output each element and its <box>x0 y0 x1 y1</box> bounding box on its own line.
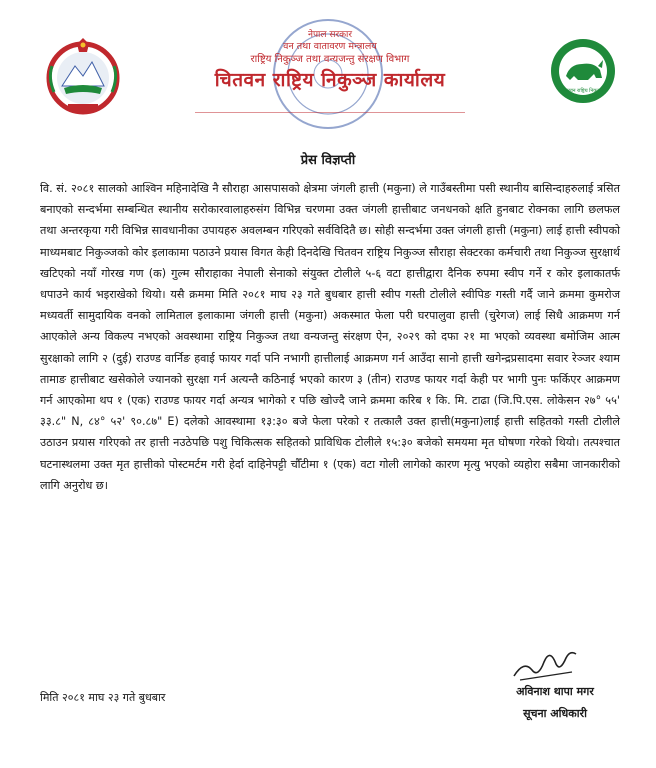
press-release-body: वि. सं. २०८१ सालको आश्विन महिनादेखि नै सौराहा आसपासको क्षेत्रमा जंगली हात्ती (मकुना) ले गाउँबस्तीमा पसी स्थानीय बासिन्दाहरुलाई त्रसित बनाएको सन्दर्भमा सम्बन्धित स्थानीय सरोकारवालाहरुसंग विभिन्न चरणमा उक्त जंगली हात्तीबाट जनधनको क्षति हुनबाट रोक्नका लागि छलफल तथा अन्तरकृया गरी विभिन्न सावधानीका उपायहरु अवलम्बन गरिएको सर्वविदितै छ। सोही सन्दर्भमा उक्त जंगली हात्ती (मकुना) लाई हात्ती स्वीपको माध्यमबाट निकुञ्जको कोर इलाकामा पठाउने प्रयास विगत केही दिनदेखि चितवन राष्ट्रिय निकुञ्ज सौराहा सेक्टरका कर्मचारी तथा निकुञ्ज सुरक्षार्थ खटिएको नयाँ गोरख गण (क) गुल्म सौराहाका नेपाली सेनाको संयुक्त टोलीले ५-६ वटा हात्तीद्वारा दैनिक रुपमा स्वीप गर्ने र कोर इलाकातर्फ धपाउने कार्य भइराखेको थियो। यसै क्रममा मिति २०८१ माघ २३ गते बुधबार हात्ती स्वीप गस्ती टोलीले स्वीपिङ गस्ती गर्दै जाने क्रममा कुमरोज मध्यवर्ती सामुदायिक वनको लामिताल इलाकामा जंगली हात्ती (मकुना) अकस्मात फेला परी घरपालुवा हात्ती (चुरेगज) लाई सिधै आक्रमण गर्न आएकोले अन्य विकल्प नभएको अवस्थामा राष्ट्रिय निकुञ्ज तथा वन्यजन्तु संरक्षण ऐन, २०२९ को दफा २१ मा भएको व्यवस्था बमोजिम आत्म सुरक्षाको लागि २ (दुई) राउण्ड वार्निङ हवाई फायर गर्दा पनि नभागी हात्तीलाई आक्रमण गर्न आउँदा सानो हात्ती खगेन्द्रप्रसादमा सवार रेञ्जर श्याम तामाङ हात्तीबाट खसेकोले ज्यानको सुरक्षा गर्न अत्यन्तै कठिनाई भएको कारण ३ (तीन) राउण्ड फायर गर्दा केही पर भागी पुनः फर्किएर आक्रमण गर्न आएकोमा थप १ (एक) राउण्ड फायर गर्दा अन्यत्र भागेको र पछि खोज्दै जाने क्रममा करिब १ कि. मि. टाढा (जि.पि.एस. लोकेसन २७° ५५' ३३.८" N, ८४° ५२' ९०.८७" E) दलेको आवस्थामा १३:३० बजे फेला परेको र तत्कालै उक्त हात्ती(मकुना)लाई हात्ती सहितको गस्ती टोलीले उठाउन प्रयास गरिएको तर हात्ती नउठेपछि पशु चिकित्सक सहितको प्राविधिक टोलीले १५:३० बजेको समयमा मृत घोषणा गरेको थियो। तत्पश्चात घटनास्थलमा उक्त मृत हात्तीको पोस्टमर्टम गरी हेर्दा दाहिनेपट्टी चौँटीमा १ (एक) वटा गोली लागेको कारण मृत्यु भएको व्यहोरा सबैमा जानकारीको लागि अनुरोध छ। <box>40 182 620 492</box>
header-government: नेपाल सरकार <box>307 30 353 40</box>
issue-date: मिति २०८१ माघ २३ गते बुधबार <box>40 691 166 704</box>
chitwan-national-park-logo-icon <box>548 36 618 106</box>
header-divider <box>195 112 465 113</box>
handwritten-signature-icon <box>510 640 580 682</box>
office-title: चितवन राष्ट्रिय निकुञ्ज कार्यालय <box>214 69 446 91</box>
press-release-title: प्रेस विज्ञप्ती <box>300 153 356 168</box>
header-department: राष्ट्रिय निकुञ्ज तथा वन्यजन्तु संरक्षण विभाग <box>250 54 410 65</box>
header-ministry: वन तथा वातावरण मन्त्रालय <box>283 41 377 52</box>
signer-name: अविनाश थापा मगर <box>516 685 594 698</box>
logo-caption: चितवन राष्ट्रिय निकुञ्ज <box>562 88 604 94</box>
nepal-emblem-icon <box>42 36 124 116</box>
header-block <box>150 30 510 92</box>
signer-role: सूचना अधिकारी <box>523 707 587 720</box>
